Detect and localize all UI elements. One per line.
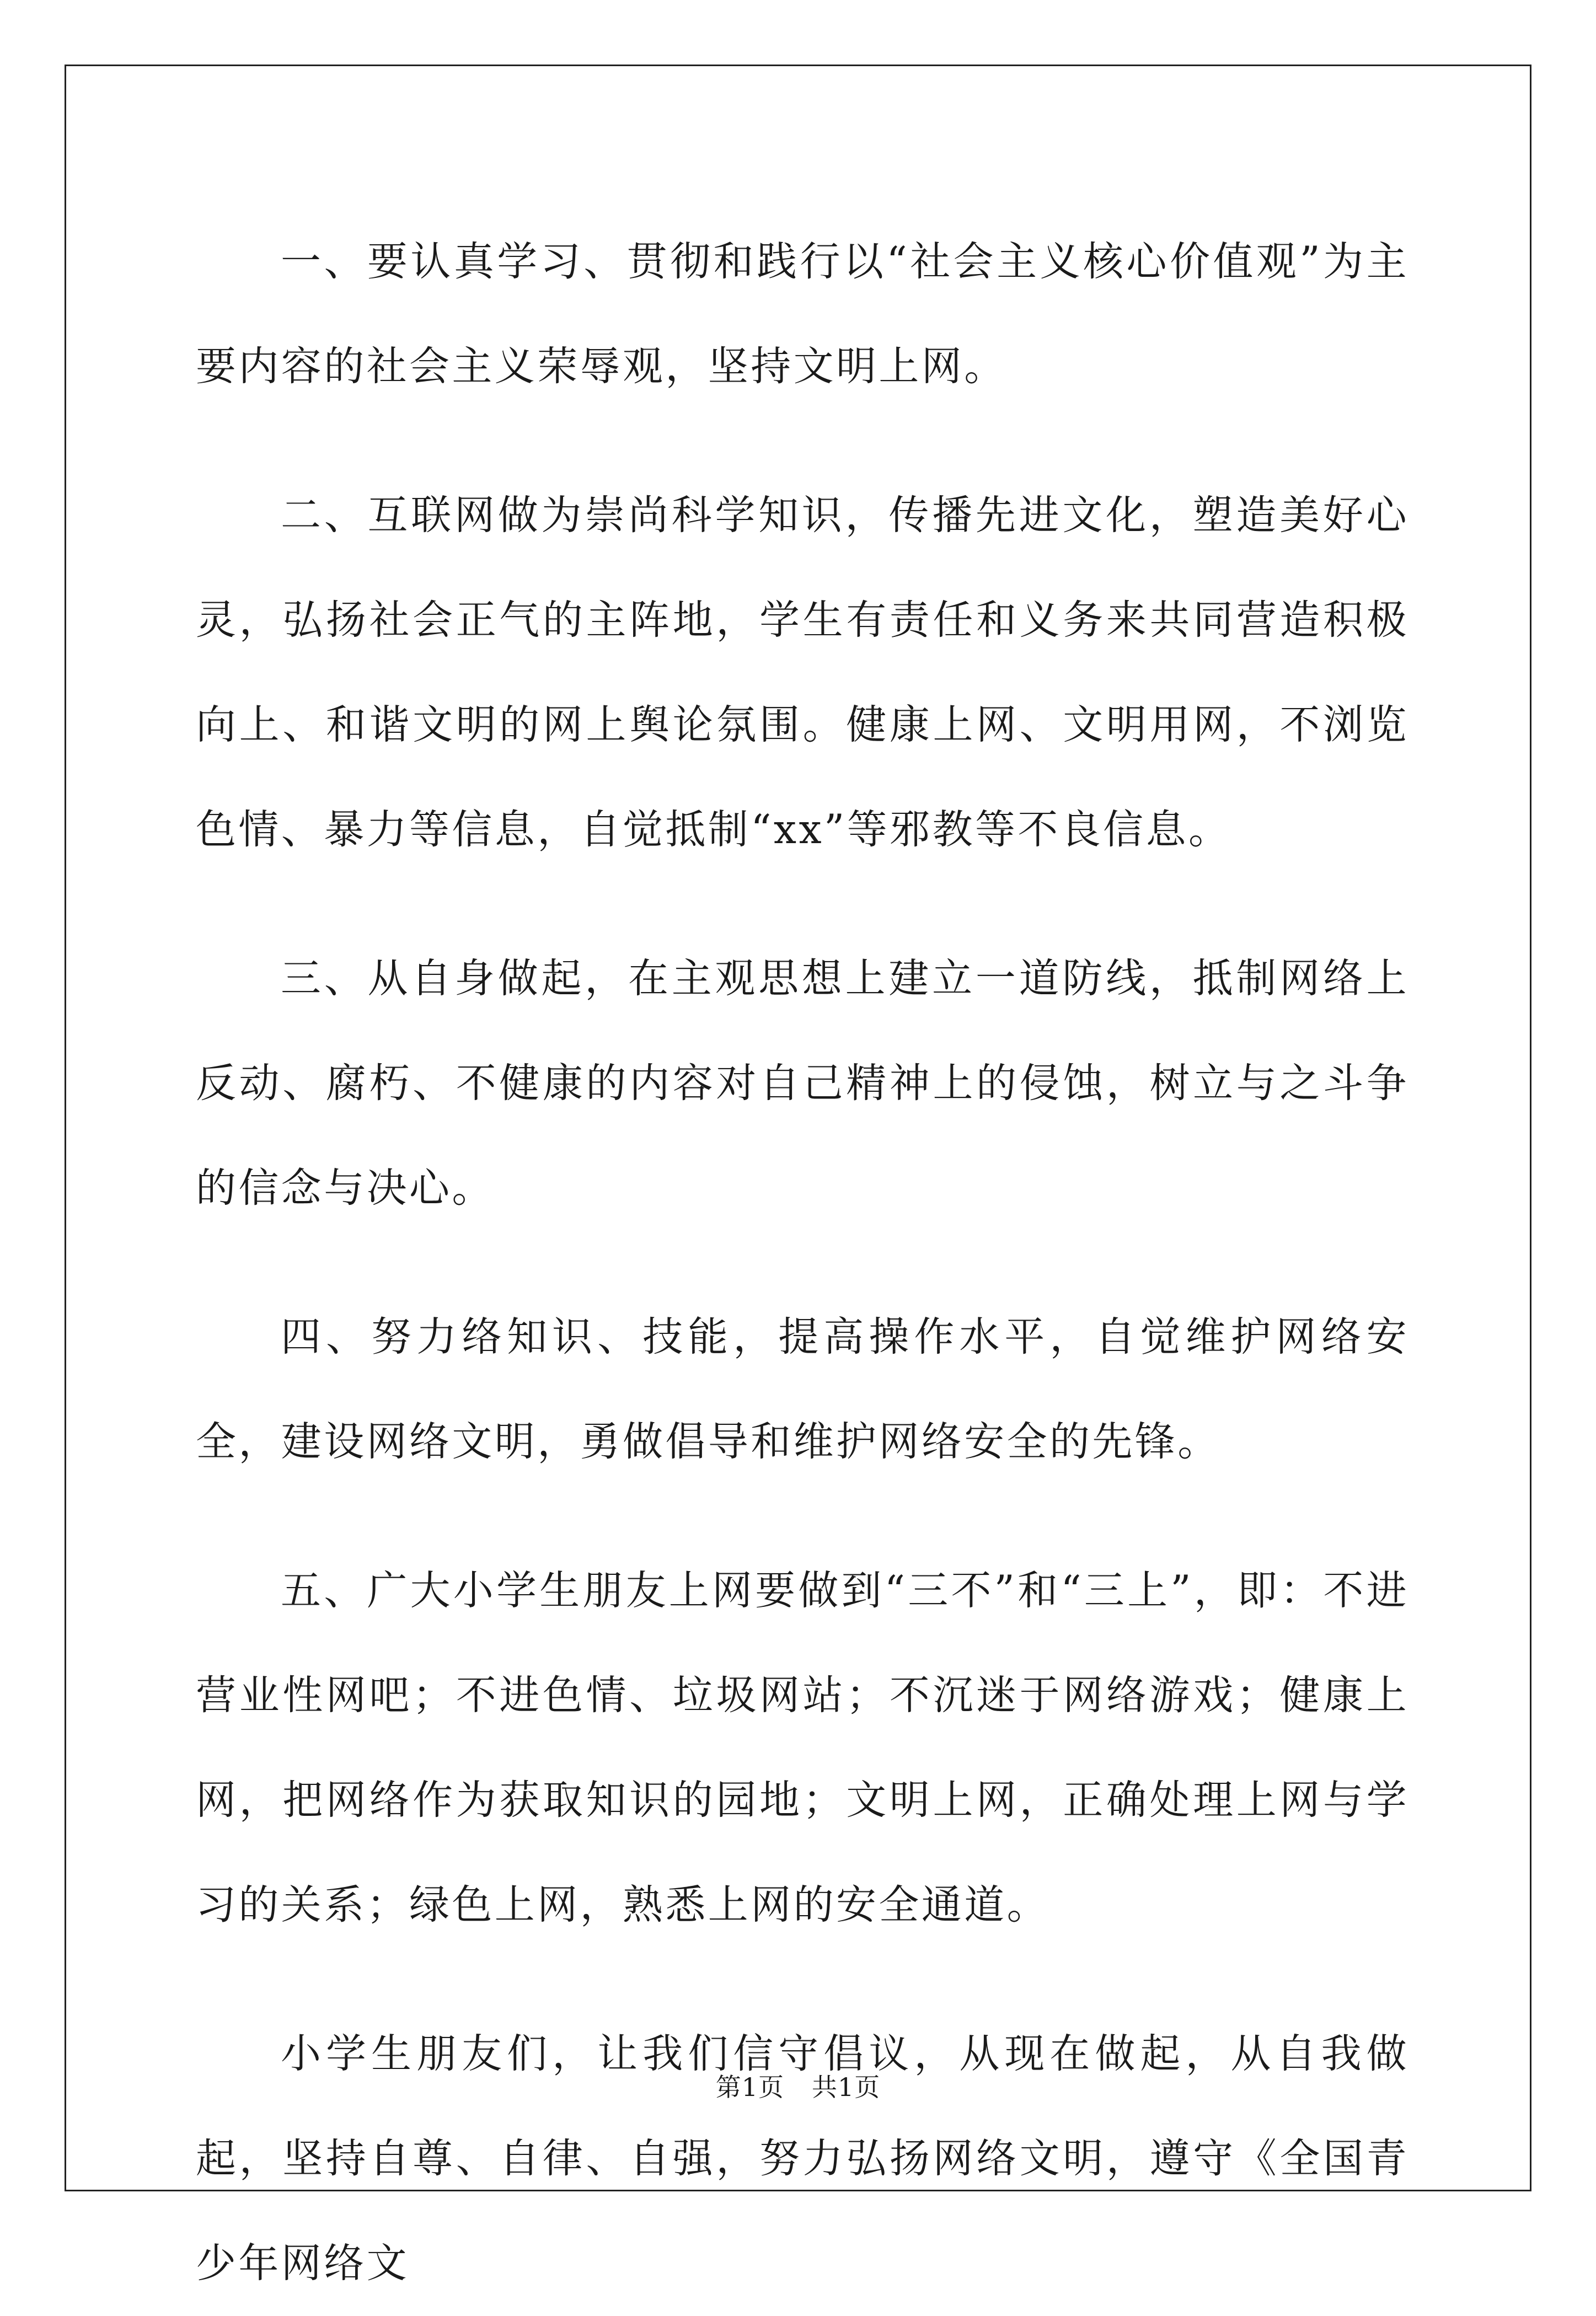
page-total: 共1页: [812, 2072, 881, 2102]
paragraph-3: 三、从自身做起，在主观思想上建立一道防线，抵制网络上反动、腐朽、不健康的内容对自己精神上的侵蚀，树立与之斗争的信念与决心。: [196, 955, 1409, 1211]
document-body: [196, 210, 1409, 2316]
paragraph-4: 四、努力络知识、技能，提高操作水平，自觉维护网络安全，建设网络文明，勇做倡导和维护网络安全的先锋。: [196, 1314, 1409, 1465]
paragraph-1: 一、要认真学习、贯彻和践行以“社会主义核心价值观”为主要内容的社会主义荣辱观，坚持文明上网。: [196, 238, 1409, 390]
paragraph-2: 二、互联网做为崇尚科学知识，传播先进文化，塑造美好心灵，弘扬社会正气的主阵地，学生有责任和义务来共同营造积极向上、和谐文明的网上舆论氛围。健康上网、文明用网，不浏览色情、暴力等信息，自觉抵制“xx”等邪教等不良信息。: [196, 492, 1409, 853]
paragraph-6: 小学生朋友们，让我们信守倡议，从现在做起，从自我做起，坚持自尊、自律、自强，努力弘扬网络文明，遵守《全国青少年网络文: [196, 2030, 1409, 2287]
paragraph-5: 五、广大小学生朋友上网要做到“三不”和“三上”，即：不进营业性网吧；不进色情、垃圾网站；不沉迷于网络游戏；健康上网，把网络作为获取知识的园地；文明上网，正确处理上网与学习的关系；绿色上网，熟悉上网的安全通道。: [196, 1567, 1409, 1928]
page-number: 第1页: [715, 2072, 784, 2102]
page-footer: [0, 2071, 1596, 2104]
